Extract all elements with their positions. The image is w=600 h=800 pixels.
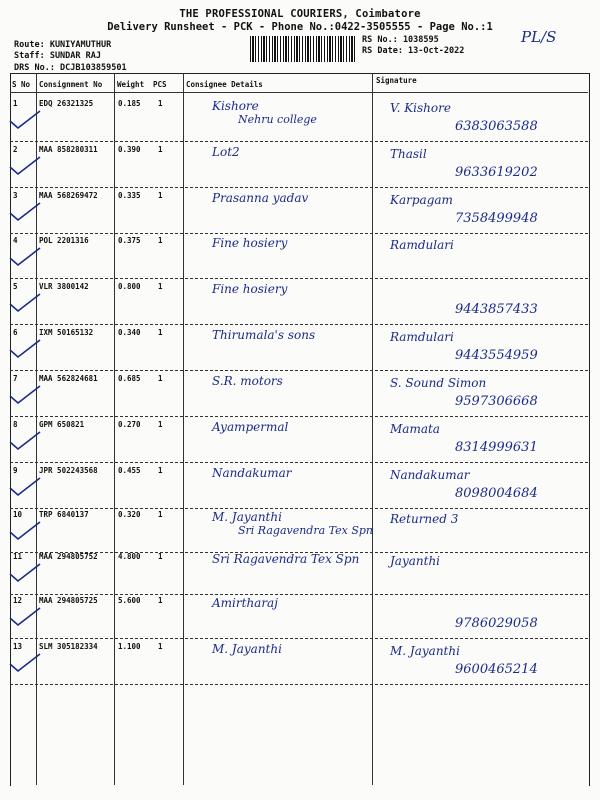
handwritten-note: PL/S bbox=[521, 28, 557, 46]
row-signature: S. Sound Simon bbox=[390, 376, 487, 390]
row-consignment-no: MAA 294805725 bbox=[39, 596, 98, 605]
row-phone-number: 9600465214 bbox=[455, 662, 538, 677]
delivered-check-icon bbox=[8, 562, 42, 584]
row-pcs: 1 bbox=[158, 191, 163, 200]
delivered-check-icon bbox=[8, 476, 42, 498]
row-weight: 0.800 bbox=[118, 282, 141, 291]
row-pcs: 1 bbox=[158, 466, 163, 475]
row-phone-number: 6383063588 bbox=[455, 119, 538, 134]
row-consignee-name: Thirumala's sons bbox=[212, 328, 316, 342]
row-pcs: 1 bbox=[158, 236, 163, 245]
header-consignment: Consignment No bbox=[39, 80, 103, 89]
drs-number: DRS No.: DCJB103859501 bbox=[14, 63, 127, 73]
delivered-check-icon bbox=[8, 155, 42, 177]
header-pcs: PCS bbox=[153, 80, 167, 89]
row-consignment-no: POL 2201316 bbox=[39, 236, 89, 245]
row-consignee-name: Amirtharaj bbox=[212, 596, 278, 610]
row-sno: 12 bbox=[13, 596, 23, 605]
route-label: Route: KUNIYAMUTHUR bbox=[14, 40, 112, 50]
row-sno: 4 bbox=[13, 236, 18, 245]
row-phone-number: 7358499948 bbox=[455, 211, 538, 226]
row-consignment-no: MAA 294805752 bbox=[39, 552, 98, 561]
row-phone-number: 9443857433 bbox=[455, 302, 538, 317]
row-weight: 0.685 bbox=[118, 374, 141, 383]
row-signature: Thasil bbox=[390, 147, 427, 161]
row-signature: Nandakumar bbox=[390, 468, 470, 482]
row-sno: 6 bbox=[13, 328, 18, 337]
row-consignee-name: Ayampermal bbox=[212, 420, 289, 434]
row-phone-number: 8098004684 bbox=[455, 486, 538, 501]
row-consignee-name: Nandakumar bbox=[212, 466, 292, 480]
row-sno: 8 bbox=[13, 420, 18, 429]
row-signature: Mamata bbox=[390, 422, 440, 436]
row-weight: 0.335 bbox=[118, 191, 141, 200]
row-weight: 0.340 bbox=[118, 328, 141, 337]
row-weight: 0.375 bbox=[118, 236, 141, 245]
row-signature: Returned 3 bbox=[390, 512, 459, 526]
header-weight: Weight bbox=[117, 80, 145, 89]
delivered-check-icon bbox=[8, 430, 42, 452]
row-consignee-name: M. Jayanthi bbox=[212, 510, 282, 524]
row-sno: 9 bbox=[13, 466, 18, 475]
row-sno: 1 bbox=[13, 99, 18, 108]
row-sno: 7 bbox=[13, 374, 18, 383]
row-pcs: 1 bbox=[158, 642, 163, 651]
row-pcs: 1 bbox=[158, 420, 163, 429]
row-signature: Ramdulari bbox=[390, 238, 454, 252]
header-signature: Signature bbox=[376, 76, 417, 85]
row-weight: 1.100 bbox=[118, 642, 141, 651]
delivered-check-icon bbox=[8, 652, 42, 674]
row-consignee-name: Fine hosiery bbox=[212, 282, 288, 296]
row-weight: 0.390 bbox=[118, 145, 141, 154]
row-consignee-name: S.R. motors bbox=[212, 374, 283, 388]
row-pcs: 1 bbox=[158, 510, 163, 519]
row-consignment-no: MAA 568269472 bbox=[39, 191, 98, 200]
row-consignment-no: VLR 3800142 bbox=[39, 282, 89, 291]
row-consignee-detail: Nehru college bbox=[238, 113, 317, 126]
row-sno: 13 bbox=[13, 642, 23, 651]
row-weight: 5.600 bbox=[118, 596, 141, 605]
row-consignee-detail: Sri Ragavendra Tex Spn bbox=[238, 524, 374, 537]
row-signature: V. Kishore bbox=[390, 101, 451, 115]
row-consignment-no: GPM 650821 bbox=[39, 420, 85, 429]
row-consignment-no: IXM 50165132 bbox=[39, 328, 94, 337]
row-pcs: 1 bbox=[158, 552, 163, 561]
row-sno: 3 bbox=[13, 191, 18, 200]
delivered-check-icon bbox=[8, 384, 42, 406]
row-weight: 0.270 bbox=[118, 420, 141, 429]
row-pcs: 1 bbox=[158, 328, 163, 337]
rs-date: RS Date: 13-Oct-2022 bbox=[362, 46, 465, 56]
row-weight: 4.800 bbox=[118, 552, 141, 561]
row-consignment-no: SLM 305182334 bbox=[39, 642, 98, 651]
delivered-check-icon bbox=[8, 201, 42, 223]
staff-label: Staff: SUNDAR RAJ bbox=[14, 51, 101, 61]
row-consignee-name: Prasanna yadav bbox=[212, 191, 309, 205]
row-consignee-name: Kishore bbox=[212, 99, 259, 113]
row-consignee-name: Sri Ragavendra Tex Spn bbox=[212, 552, 360, 566]
row-pcs: 1 bbox=[158, 99, 163, 108]
header-consignee: Consignee Details bbox=[186, 80, 263, 89]
row-weight: 0.185 bbox=[118, 99, 141, 108]
row-consignee-name: M. Jayanthi bbox=[212, 642, 282, 656]
delivered-check-icon bbox=[8, 246, 42, 268]
delivered-check-icon bbox=[8, 520, 42, 542]
row-weight: 0.455 bbox=[118, 466, 141, 475]
row-consignment-no: MAA 562824681 bbox=[39, 374, 98, 383]
row-phone-number: 9786029058 bbox=[455, 616, 538, 631]
row-consignee-name: Lot2 bbox=[212, 145, 240, 159]
delivered-check-icon bbox=[8, 338, 42, 360]
row-consignment-no: MAA 858280311 bbox=[39, 145, 98, 154]
row-phone-number: 9597306668 bbox=[455, 394, 538, 409]
row-consignee-name: Fine hosiery bbox=[212, 236, 288, 250]
row-signature: Jayanthi bbox=[390, 554, 441, 568]
row-pcs: 1 bbox=[158, 596, 163, 605]
row-consignment-no: JPR 502243568 bbox=[39, 466, 98, 475]
row-weight: 0.320 bbox=[118, 510, 141, 519]
row-pcs: 1 bbox=[158, 374, 163, 383]
row-phone-number: 8314999631 bbox=[455, 440, 538, 455]
row-phone-number: 9443554959 bbox=[455, 348, 538, 363]
rs-number: RS No.: 1038595 bbox=[362, 35, 439, 45]
row-signature: Karpagam bbox=[390, 193, 453, 207]
row-signature: Ramdulari bbox=[390, 330, 454, 344]
row-signature: M. Jayanthi bbox=[390, 644, 460, 658]
row-phone-number: 9633619202 bbox=[455, 165, 538, 180]
header-sno: S No bbox=[12, 80, 31, 89]
delivered-check-icon bbox=[8, 606, 42, 628]
delivered-check-icon bbox=[8, 109, 42, 131]
row-sno: 2 bbox=[13, 145, 18, 154]
row-sno: 10 bbox=[13, 510, 23, 519]
company-heading: THE PROFESSIONAL COURIERS, Coimbatore bbox=[179, 8, 421, 20]
row-consignment-no: EDQ 26321325 bbox=[39, 99, 94, 108]
row-sno: 11 bbox=[13, 552, 23, 561]
row-pcs: 1 bbox=[158, 145, 163, 154]
runsheet-title: Delivery Runsheet - PCK - Phone No.:0422-3505555 - Page No.:1 bbox=[107, 21, 493, 33]
row-pcs: 1 bbox=[158, 282, 163, 291]
row-consignment-no: TRP 6840137 bbox=[39, 510, 89, 519]
delivered-check-icon bbox=[8, 292, 42, 314]
row-sno: 5 bbox=[13, 282, 18, 291]
barcode bbox=[250, 36, 356, 62]
